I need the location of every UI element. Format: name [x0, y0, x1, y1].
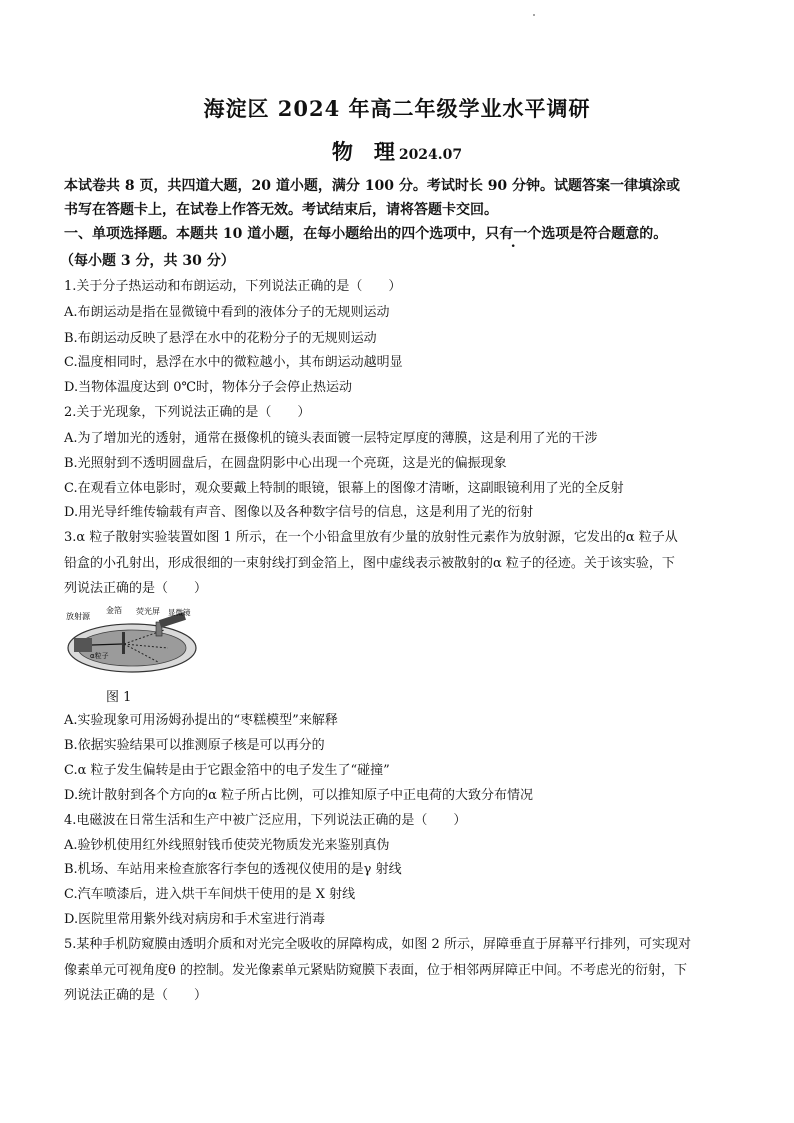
instructions-line-1: 本试卷共 8 页，共四道大题，20 道小题，满分 100 分。考试时长 90 分钟。试题答案一律填涂或	[64, 178, 681, 194]
q4-option-a: A.验钞机使用红外线照射钱币使荧光物质发光来鉴别真伪	[64, 838, 390, 853]
label-alpha-particle: α粒子	[90, 652, 109, 660]
section1-heading-pre: 一、单项选择题。本题共 10 道小题，在每小题给出的四个选项中，	[64, 226, 486, 242]
label-gold-foil: 金箔	[106, 606, 122, 615]
exam-title: 海淀区 2024 年高二年级学业水平调研	[203, 96, 591, 121]
q3-stem-line-3: 列说法正确的是（ ）	[64, 581, 208, 596]
q2-option-b: B.光照射到不透明圆盘后，在圆盘阴影中心出现一个亮斑，这是光的偏振现象	[64, 456, 507, 471]
subject-line	[0, 136, 794, 166]
q3-option-c: C.α 粒子发生偏转是由于它跟金箔中的电子发生了“碰撞”	[64, 763, 390, 778]
q1-stem: 1.关于分子热运动和布朗运动，下列说法正确的是（ ）	[64, 279, 402, 294]
q3-stem-line-1: 3.α 粒子散射实验装置如图 1 所示，在一个小铅盒里放有少量的放射性元素作为放射源，它发出的α 粒子从	[64, 530, 678, 545]
instructions-line-2: 书写在答题卡上，在试卷上作答无效。考试结束后，请将答题卡交回。	[64, 202, 498, 218]
q5-stem-line-1: 5.某种手机防窥膜由透明介质和对光完全吸收的屏障构成，如图 2 所示，屏障垂直于屏幕平行排列，可实现对	[64, 937, 691, 952]
section1-heading-emphasis: 只有一个	[485, 226, 542, 242]
q5-stem-line-2: 像素单元可视角度θ 的控制。发光像素单元紧贴防窥膜下表面，位于相邻两屏障正中间。不考虑光的衍射，下	[64, 963, 687, 978]
section1-points: （每小题 3 分，共 30 分）	[60, 253, 235, 269]
q3-option-b: B.依据实验结果可以推测原子核是可以再分的	[64, 738, 325, 753]
q1-option-a: A.布朗运动是指在显微镜中看到的液体分子的无规则运动	[64, 305, 390, 320]
section1-heading-post: 选项是符合题意的。	[541, 226, 668, 242]
q3-stem-line-2: 铅盒的小孔射出，形成很细的一束射线打到金箔上，图中虚线表示被散射的α 粒子的径迹。关于该实验，下	[64, 556, 675, 571]
q2-option-d: D.用光导纤维传输载有声音、图像以及各种数字信号的信息，这是利用了光的衍射	[64, 505, 534, 520]
scan-dot	[533, 14, 535, 16]
q1-option-d: D.当物体温度达到 0℃时，物体分子会停止热运动	[64, 380, 353, 395]
subject-name: 物 理	[331, 139, 395, 164]
q4-option-d: D.医院里常用紫外线对病房和手术室进行消毒	[64, 912, 326, 927]
q1-option-c: C.温度相同时，悬浮在水中的微粒越小，其布朗运动越明显	[64, 355, 403, 370]
q4-option-c: C.汽车喷漆后，进入烘干车间烘干使用的是 X 射线	[64, 887, 356, 902]
q4-option-b: B.机场、车站用来检查旅客行李包的透视仪使用的是γ 射线	[64, 862, 402, 877]
gold-foil	[122, 632, 125, 654]
q2-option-c: C.在观看立体电影时，观众要戴上特制的眼镜，银幕上的图像才清晰，这副眼镜利用了光的全反射	[64, 481, 624, 496]
q3-option-d: D.统计散射到各个方向的α 粒子所占比例，可以推知原子中正电荷的大致分布情况	[64, 788, 534, 803]
alpha-scattering-figure	[64, 604, 200, 676]
q1-option-b: B.布朗运动反映了悬浮在水中的花粉分子的无规则运动	[64, 331, 377, 346]
q2-stem: 2.关于光现象，下列说法正确的是（ ）	[64, 405, 311, 420]
label-microscope: 显微镜	[168, 608, 191, 617]
q4-stem: 4.电磁波在日常生活和生产中被广泛应用，下列说法正确的是（ ）	[64, 813, 467, 828]
figure-1-caption: 图 1	[106, 690, 132, 705]
label-screen: 荧光屏	[136, 607, 160, 616]
q2-option-a: A.为了增加光的透射，通常在摄像机的镜头表面镀一层特定厚度的薄膜，这是利用了光的干涉	[64, 431, 598, 446]
q3-option-a: A.实验现象可用汤姆孙提出的“枣糕模型”来解释	[64, 713, 338, 728]
label-source: 放射源	[66, 612, 90, 621]
q5-stem-line-3: 列说法正确的是（ ）	[64, 988, 208, 1003]
exam-date: 2024.07	[398, 147, 463, 163]
lead-box	[74, 638, 92, 652]
section1-heading	[64, 225, 736, 243]
